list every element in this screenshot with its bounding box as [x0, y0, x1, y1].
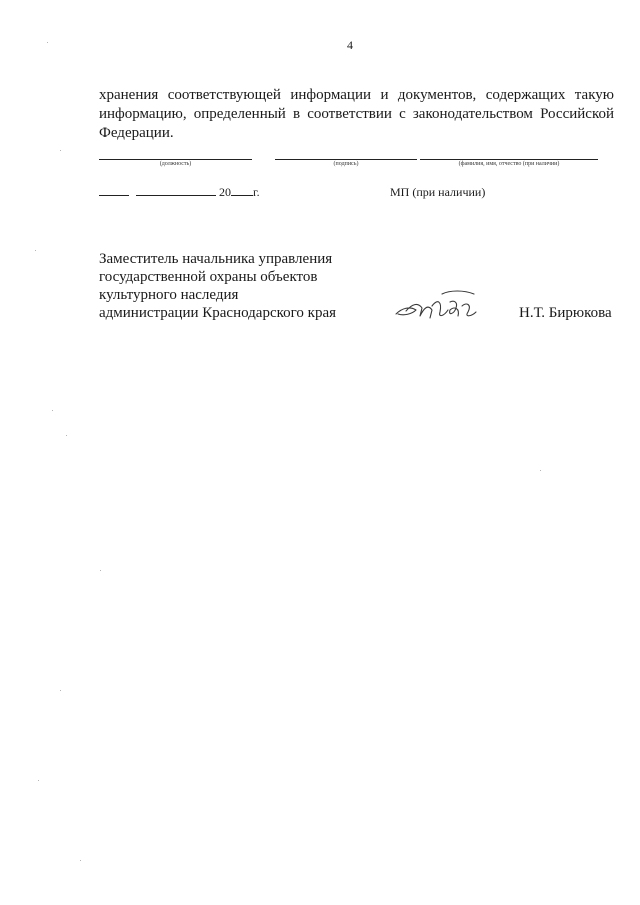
- scan-speck: [52, 410, 53, 411]
- day-blank: [99, 186, 129, 196]
- scan-speck: [35, 250, 36, 251]
- scan-speck: [60, 150, 61, 151]
- signer-name: Н.Т. Бирюкова: [519, 305, 612, 321]
- scan-speck: [100, 570, 101, 571]
- name-caption: (фамилия, имя, отчество (при наличии): [458, 161, 560, 167]
- position-field: [99, 158, 252, 176]
- scan-speck: [540, 470, 541, 471]
- scan-speck: [38, 780, 39, 781]
- signatory-title-line: культурного наследия: [99, 287, 239, 303]
- name-line: [420, 158, 598, 160]
- handwritten-signature: [392, 288, 480, 324]
- scan-speck: [60, 690, 61, 691]
- body-paragraph: хранения соответствующей информации и документов, содержащих такую информацию, определенный в соответствии с законодательством Российской Федерации.: [99, 87, 614, 141]
- signature-line: [275, 158, 417, 160]
- stamp-place: МП (при наличии): [390, 185, 486, 199]
- signatory-title-line: администрации Краснодарского края: [99, 305, 337, 321]
- signatory-title-line: Заместитель начальника управления: [99, 251, 333, 267]
- year-prefix: 20: [219, 185, 231, 199]
- position-caption: (должность): [159, 161, 192, 167]
- signatory-title: [99, 250, 336, 322]
- year-suffix: г.: [253, 185, 260, 199]
- scan-speck: [80, 860, 81, 861]
- name-field: [420, 158, 598, 176]
- year-blank: [231, 186, 253, 196]
- page-number: 4: [347, 38, 353, 52]
- month-blank: [136, 186, 216, 196]
- signatory-title-line: государственной охраны объектов: [99, 269, 318, 285]
- signature-caption: (подпись): [333, 161, 359, 167]
- scan-speck: [47, 42, 48, 43]
- scan-speck: [66, 435, 67, 436]
- position-line: [99, 158, 252, 160]
- date-line: [99, 185, 260, 200]
- signature-field: [275, 158, 417, 176]
